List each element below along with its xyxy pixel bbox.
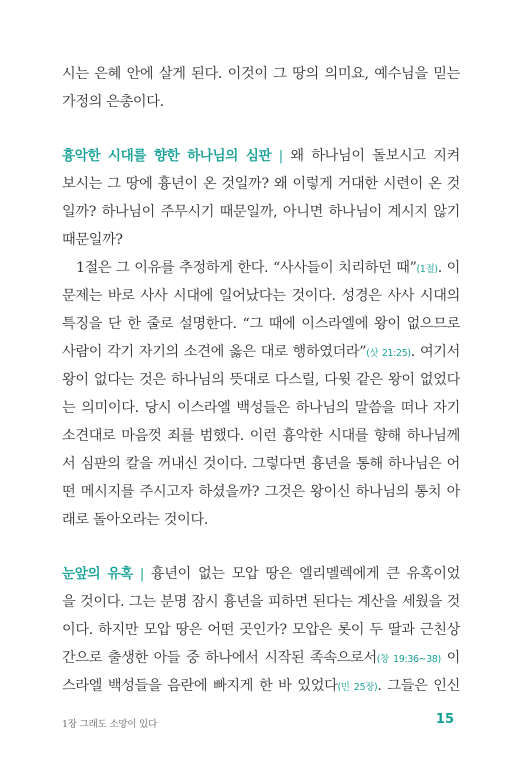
text-line: 서 심판의 칼을 꺼내신 것이다. 그렇다면 흉년을 통해 하나님은 어 xyxy=(62,456,460,472)
text-span: 스라엘 백성들을 음란에 빠지게 한 바 있었다 xyxy=(62,678,338,694)
text-line xyxy=(62,644,460,672)
body-text xyxy=(62,60,460,700)
paragraph-2 xyxy=(62,142,460,254)
paragraph-3 xyxy=(62,254,460,534)
text-line: 는 의미이다. 당시 이스라엘 백성들은 하나님의 말씀을 떠나 자기 xyxy=(62,400,460,416)
text-line: 가정의 은총이다. xyxy=(62,94,164,110)
text-span: 사람이 각기 자기의 소견에 옳은 대로 행하였더라” xyxy=(62,344,367,360)
scripture-reference: (창 19:36~38) xyxy=(376,654,441,665)
text-line: 왕이 없다는 것은 하나님의 뜻대로 다스릴, 다윗 같은 왕이 없었다 xyxy=(62,372,460,388)
text-span: . 여기서 xyxy=(410,344,460,360)
paragraph-1 xyxy=(62,60,460,116)
text-line: 떤 메시지를 주시고자 하셨을까? 그것은 왕이신 하나님의 통치 아 xyxy=(62,484,460,500)
scripture-reference: (1절) xyxy=(416,264,438,275)
section-heading: 흉악한 시대를 향한 하나님의 심판 xyxy=(62,148,272,164)
text-line: 때문일까? xyxy=(62,232,123,248)
text-span: . 그들은 인신 xyxy=(377,678,460,694)
text-span: 왜 하나님이 돌보시고 지켜 xyxy=(290,148,460,164)
text-line: 이다. 하지만 모압 땅은 어떤 곳인가? 모압은 롯이 두 딸과 근친상 xyxy=(62,622,460,638)
text-span: 흉년이 없는 모압 땅은 엘리멜렉에게 큰 유혹이었 xyxy=(150,566,460,582)
heading-separator: | xyxy=(278,149,283,164)
text-line xyxy=(62,672,460,700)
chapter-footer: 1장 그래도 소망이 있다 xyxy=(62,719,158,730)
scripture-reference: (민 25장) xyxy=(337,682,378,693)
text-line: 소견대로 마음껏 죄를 범했다. 이런 흉악한 시대를 향해 하나님께 xyxy=(62,428,460,444)
text-line: 문제는 바로 사사 시대에 일어났다는 것이다. 성경은 사사 시대의 xyxy=(62,288,460,304)
text-line: 을 것이다. 그는 분명 잠시 흉년을 피하면 된다는 계산을 세웠을 것 xyxy=(62,594,460,610)
page-number: 15 xyxy=(435,712,454,727)
section-heading: 눈앞의 유혹 xyxy=(62,566,133,582)
text-span: . 이 xyxy=(437,260,460,276)
text-line: 시는 은혜 안에 살게 된다. 이것이 그 땅의 의미요, 예수님을 믿는 xyxy=(62,66,460,82)
scripture-reference: (삿 21:25) xyxy=(366,348,411,359)
text-line: 래로 돌아오라는 것이다. xyxy=(62,512,209,528)
text-span: 이 xyxy=(440,650,460,666)
heading-separator: | xyxy=(139,567,144,582)
text-line xyxy=(62,142,460,170)
text-line: 일까? 하나님이 주무시기 때문일까, 아니면 하나님이 계시지 않기 xyxy=(62,204,460,220)
paragraph-4 xyxy=(62,560,460,700)
text-line: 특징을 단 한 줄로 설명한다. “그 때에 이스라엘에 왕이 없으므로 xyxy=(62,316,460,332)
text-line xyxy=(62,338,460,366)
text-span: 간으로 출생한 아들 중 하나에서 시작된 족속으로서 xyxy=(62,650,377,666)
text-line: 보시는 그 땅에 흉년이 온 것일까? 왜 이렇게 거대한 시련이 온 것 xyxy=(62,176,460,192)
text-span: 1절은 그 이유를 추정하게 한다. “사사들이 치리하던 때” xyxy=(76,260,417,276)
text-line xyxy=(62,560,460,588)
text-line xyxy=(62,254,460,282)
